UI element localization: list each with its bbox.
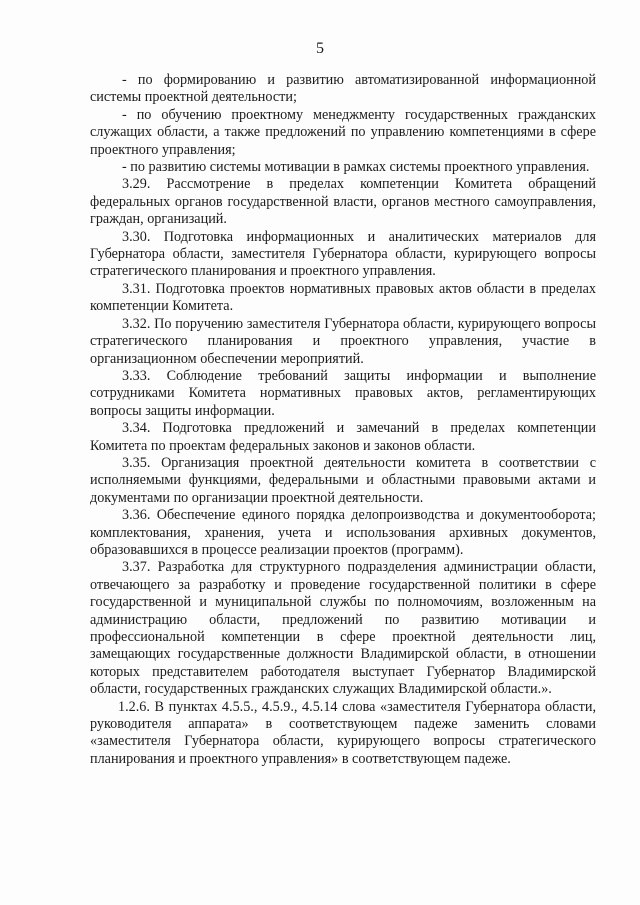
page-number: 5 <box>316 40 324 57</box>
paragraph-3-35: 3.35. Организация проектной деятельности комитета в соответствии с исполняемыми функциями, федеральными и областными правовыми актами и документами по организации проектной деятельности. <box>90 454 596 506</box>
paragraph-1-2-6: 1.2.6. В пунктах 4.5.5., 4.5.9., 4.5.14 слова «заместителя Губернатора области, руководителя аппарата» в соответствующем падеже заменить словами «заместителя Губернатора области, курирующего вопросы стратегического планирования и проектного управления» в соответствующем падеже. <box>90 698 596 767</box>
paragraph-3-30: 3.30. Подготовка информационных и аналитических материалов для Губернатора области, заместителя Губернатора области, курирующего вопросы стратегического планирования и проектного управления. <box>90 228 596 280</box>
paragraph-3-34: 3.34. Подготовка предложений и замечаний в пределах компетенции Комитета по проектам федеральных законов и законов области. <box>90 420 596 454</box>
paragraph-bullet-training: - по обучению проектному менеджменту государственных гражданских служащих области, а также предложений по управлению компетенциями в сфере проектного управления; <box>90 106 596 158</box>
document-body <box>90 72 596 768</box>
paragraph-bullet-ais: - по формированию и развитию автоматизированной информационной системы проектной деятельности; <box>90 72 596 106</box>
paragraph-3-31: 3.31. Подготовка проектов нормативных правовых актов области в пределах компетенции Комитета. <box>90 280 596 315</box>
paragraph-3-37: 3.37. Разработка для структурного подразделения администрации области, отвечающего за разработку и проведение государственной политики в сфере государственной и муниципальной службы по полномочиям, возложенным на администрацию области, предложений по развитию мотивации и профессиональной компетенции в сфере проектной деятельности лиц, замещающих государственные должности Владимирской области, в отношении которых представителем работодателя выступает Губернатор Владимирской области, государственных гражданских служащих Владимирской области.». <box>90 559 596 698</box>
paragraph-3-36: 3.36. Обеспечение единого порядка делопроизводства и документооборота; комплектования, хранения, учета и использования архивных документов, образовавшихся в процессе реализации проектов (программ). <box>90 507 596 558</box>
paragraph-3-29: 3.29. Рассмотрение в пределах компетенции Комитета обращений федеральных органов государственной власти, органов местного самоуправления, граждан, организаций. <box>90 176 596 228</box>
paragraph-3-32: 3.32. По поручению заместителя Губернатора области, курирующего вопросы стратегического планирования и проектного управления, участие в организационном обеспечении мероприятий. <box>90 315 596 367</box>
paragraph-bullet-motivation: - по развитию системы мотивации в рамках системы проектного управления. <box>122 159 590 176</box>
paragraph-3-33: 3.33. Соблюдение требований защиты информации и выполнение сотрудниками Комитета нормативных правовых актов, регламентирующих вопросы защиты информации. <box>90 367 596 419</box>
